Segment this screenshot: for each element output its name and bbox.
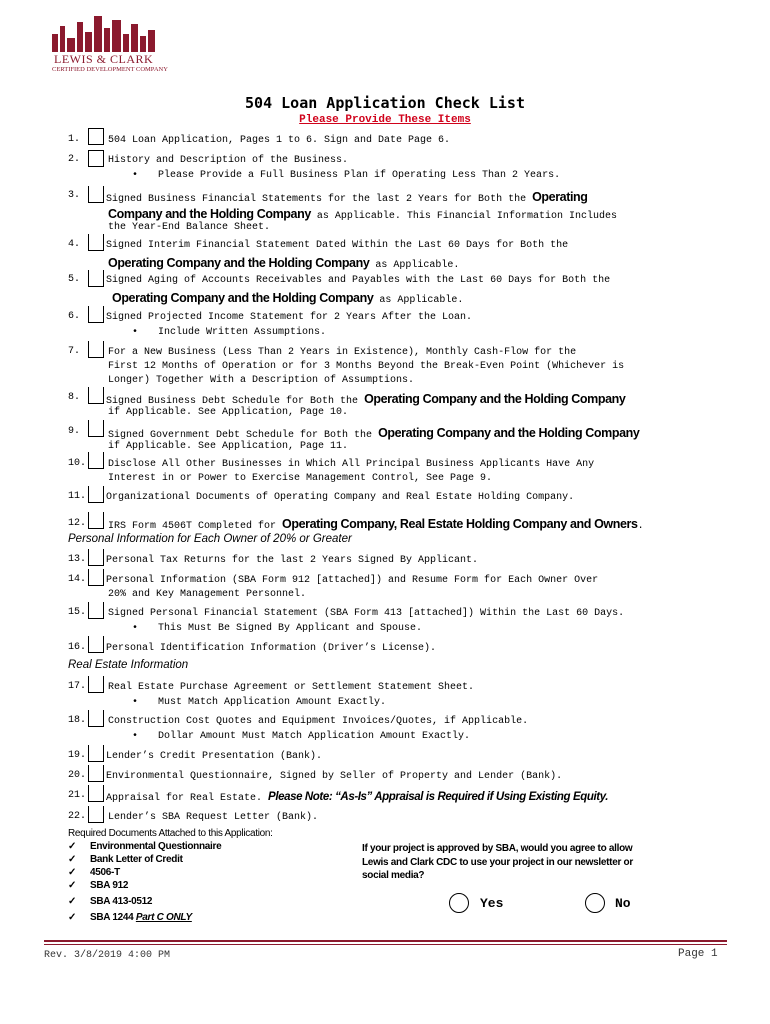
item-14-text-2: 20% and Key Management Personnel. — [108, 589, 307, 600]
page-title: 504 Loan Application Check List — [245, 94, 525, 112]
item-22-checkbox[interactable] — [88, 806, 104, 823]
item-number: 22. — [68, 811, 87, 822]
required-doc: ✓ SBA 1244 Part C ONLY — [68, 912, 192, 923]
item-14-checkbox[interactable] — [88, 569, 104, 586]
item-2-note: Please Provide a Full Business Plan if Operating Less Than 2 Years. — [158, 170, 561, 181]
item-16-checkbox[interactable] — [88, 636, 104, 653]
item-14-text: Personal Information (SBA Form 912 [attached]) and Resume Form for Each Owner Over — [106, 575, 599, 586]
footer-divider — [44, 940, 727, 942]
check-icon: ✓ — [68, 841, 77, 852]
item-10-checkbox[interactable] — [88, 452, 104, 469]
item-1-text: 504 Loan Application, Pages 1 to 6. Sign and Date Page 6. — [108, 135, 451, 146]
item-10-text: Disclose All Other Businesses in Which All Principal Business Applicants Have Any — [108, 459, 595, 470]
item-18-note: Dollar Amount Must Match Application Amount Exactly. — [158, 731, 471, 742]
item-8-checkbox[interactable] — [88, 387, 104, 404]
item-number: 4. — [68, 239, 81, 250]
page-number: Page 1 — [678, 948, 718, 960]
item-1-checkbox[interactable] — [88, 128, 104, 145]
item-10-text-2: Interest in or Power to Exercise Management Control, See Page 9. — [108, 473, 493, 484]
section-personal-heading: Personal Information for Each Owner of 20% or Greater — [68, 533, 352, 545]
item-number: 20. — [68, 770, 87, 781]
newsletter-question: If your project is approved by SBA, would you agree to allow Lewis and Clark CDC to use your project in our newsletter or social media? — [362, 843, 633, 881]
item-19-checkbox[interactable] — [88, 745, 104, 762]
item-number: 9. — [68, 426, 81, 437]
item-number: 7. — [68, 346, 81, 357]
item-number: 3. — [68, 190, 81, 201]
item-number: 6. — [68, 311, 81, 322]
item-number: 17. — [68, 681, 87, 692]
item-number: 5. — [68, 274, 81, 285]
item-number: 16. — [68, 642, 87, 653]
bullet-icon: • — [132, 697, 139, 708]
item-13-text: Personal Tax Returns for the last 2 Years Signed By Applicant. — [106, 555, 479, 566]
item-number: 1. — [68, 134, 81, 145]
item-7-text-3: Longer) Together With a Description of Assumptions. — [108, 375, 415, 386]
check-icon: ✓ — [68, 854, 77, 865]
item-3-checkbox[interactable] — [88, 186, 104, 203]
item-8-text: Signed Business Debt Schedule for Both the Operating Company and the Holding Company — [106, 392, 626, 407]
item-3-text-cont: Company and the Holding Company as Applicable. This Financial Information Includes — [108, 207, 617, 222]
bullet-icon: • — [132, 731, 139, 742]
item-number: 8. — [68, 392, 81, 403]
item-19-text: Lender’s Credit Presentation (Bank). — [106, 751, 323, 762]
item-number: 14. — [68, 574, 87, 585]
item-22-text: Lender’s SBA Request Letter (Bank). — [108, 812, 319, 823]
item-5-text-cont: Operating Company and the Holding Company as Applicable. — [112, 291, 464, 306]
item-20-text: Environmental Questionnaire, Signed by Seller of Property and Lender (Bank). — [106, 771, 563, 782]
item-3-text: Signed Business Financial Statements for the last 2 Years for Both the Operating — [106, 190, 588, 205]
item-17-note: Must Match Application Amount Exactly. — [158, 697, 387, 708]
item-12-text: IRS Form 4506T Completed for Operating Company, Real Estate Holding Company and Owners. — [108, 517, 644, 532]
item-18-text: Construction Cost Quotes and Equipment Invoices/Quotes, if Applicable. — [108, 716, 529, 727]
item-number: 13. — [68, 554, 87, 565]
item-2-text: History and Description of the Business. — [108, 155, 349, 166]
required-doc: ✓ SBA 413-0512 — [68, 896, 153, 907]
bullet-icon: • — [132, 623, 139, 634]
item-11-checkbox[interactable] — [88, 486, 104, 503]
item-number: 10. — [68, 458, 87, 469]
item-7-text-2: First 12 Months of Operation or for 3 Months Beyond the Break-Even Point (Whichever is — [108, 361, 625, 372]
item-2-checkbox[interactable] — [88, 150, 104, 167]
bullet-icon: • — [132, 170, 139, 181]
item-9-text-cont: if Applicable. See Application, Page 11. — [108, 441, 349, 452]
required-doc: ✓ Bank Letter of Credit — [68, 854, 183, 865]
item-4-checkbox[interactable] — [88, 234, 104, 251]
item-20-checkbox[interactable] — [88, 765, 104, 782]
item-13-checkbox[interactable] — [88, 549, 104, 566]
item-6-note: Include Written Assumptions. — [158, 327, 327, 338]
item-5-text: Signed Aging of Accounts Receivables and Payables with the Last 60 Days for Both the — [106, 275, 611, 286]
revision-date: Rev. 3/8/2019 4:00 PM — [44, 950, 171, 961]
item-number: 2. — [68, 154, 81, 165]
item-21-text: Appraisal for Real Estate. Please Note: “As-Is” Appraisal is Required if Using Existing Equity. — [106, 791, 609, 804]
logo-title: LEWIS & CLARK — [54, 52, 154, 66]
bullet-icon: • — [132, 327, 139, 338]
required-docs-heading: Required Documents Attached to this Application: — [68, 828, 273, 839]
no-label: No — [615, 896, 631, 911]
item-number: 11. — [68, 491, 87, 502]
item-17-checkbox[interactable] — [88, 676, 104, 693]
item-15-checkbox[interactable] — [88, 602, 104, 619]
required-doc: ✓ Environmental Questionnaire — [68, 841, 222, 852]
item-4-text: Signed Interim Financial Statement Dated Within the Last 60 Days for Both the — [106, 240, 569, 251]
item-6-checkbox[interactable] — [88, 306, 104, 323]
item-21-checkbox[interactable] — [88, 785, 104, 802]
required-doc: ✓ 4506-T — [68, 867, 120, 878]
check-icon: ✓ — [68, 896, 77, 907]
check-icon: ✓ — [68, 880, 77, 891]
item-9-checkbox[interactable] — [88, 420, 104, 437]
check-icon: ✓ — [68, 912, 77, 923]
logo-subtitle: CERTIFIED DEVELOPMENT COMPANY — [52, 66, 168, 73]
footer-divider-thin — [44, 944, 727, 945]
item-11-text: Organizational Documents of Operating Company and Real Estate Holding Company. — [106, 492, 575, 503]
item-15-text: Signed Personal Financial Statement (SBA Form 413 [attached]) Within the Last 60 Days. — [108, 608, 625, 619]
item-4-text-cont: Operating Company and the Holding Company as Applicable. — [108, 256, 460, 271]
item-7-checkbox[interactable] — [88, 341, 104, 358]
page-subtitle: Please Provide These Items — [299, 114, 471, 126]
item-17-text: Real Estate Purchase Agreement or Settlement Statement Sheet. — [108, 682, 475, 693]
item-18-checkbox[interactable] — [88, 710, 104, 727]
item-number: 18. — [68, 715, 87, 726]
item-number: 15. — [68, 607, 87, 618]
required-doc: ✓ SBA 912 — [68, 880, 129, 891]
item-5-checkbox[interactable] — [88, 270, 104, 287]
yes-label: Yes — [480, 896, 504, 911]
item-number: 21. — [68, 790, 87, 801]
item-12-checkbox[interactable] — [88, 512, 104, 529]
item-6-text: Signed Projected Income Statement for 2 Years After the Loan. — [106, 312, 473, 323]
item-16-text: Personal Identification Information (Driver’s License). — [106, 643, 437, 654]
check-icon: ✓ — [68, 867, 77, 878]
item-3-text-end: the Year-End Balance Sheet. — [108, 222, 271, 233]
item-8-text-cont: if Applicable. See Application, Page 10. — [108, 407, 349, 418]
item-7-text: For a New Business (Less Than 2 Years in Existence), Monthly Cash-Flow for the — [108, 347, 577, 358]
item-9-text: Signed Government Debt Schedule for Both the Operating Company and the Holding Company — [108, 426, 640, 441]
no-radio[interactable] — [585, 893, 605, 913]
item-number: 19. — [68, 750, 87, 761]
yes-radio[interactable] — [449, 893, 469, 913]
item-number: 12. — [68, 518, 87, 529]
item-15-note: This Must Be Signed By Applicant and Spouse. — [158, 623, 423, 634]
section-real-estate-heading: Real Estate Information — [68, 659, 189, 671]
